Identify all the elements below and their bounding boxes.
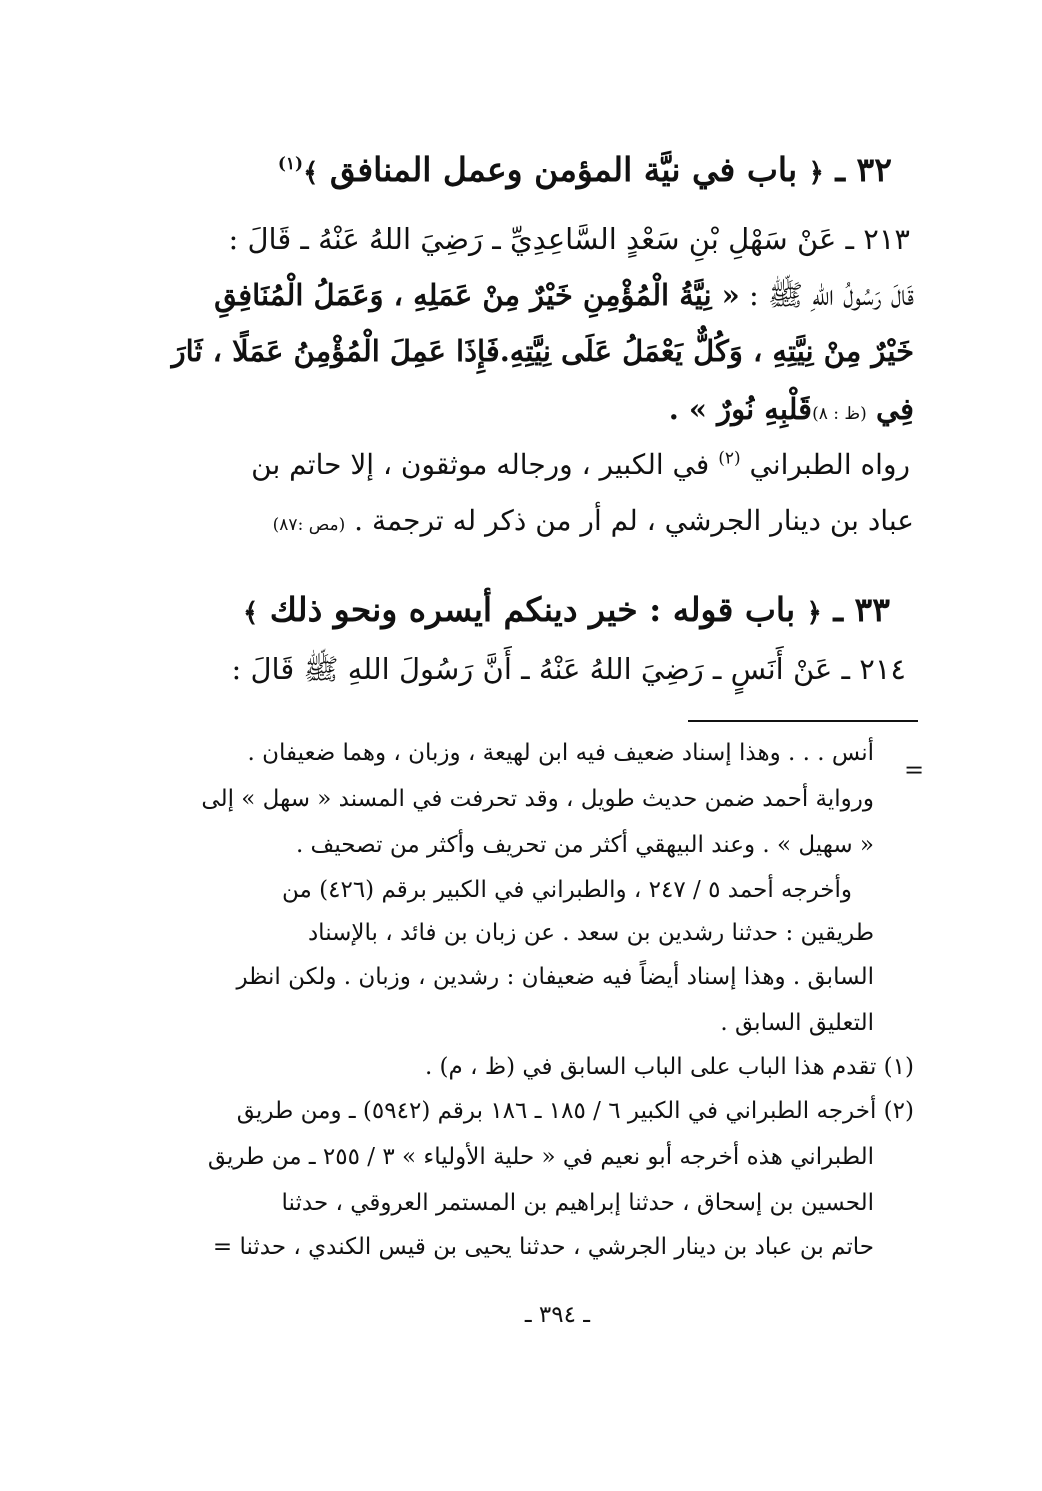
footnote-2-line-1 [237, 1098, 914, 1124]
footnote-cont-line: السابق . وهذا إسناد أيضاً فيه ضعيفان : رشدين ، وزبان . ولكن انظر [236, 964, 874, 990]
hadith-quote: فِي [875, 392, 914, 426]
chapter-number: ٣٢ ـ [835, 150, 892, 189]
page-number: ـ ٣٩٤ ـ [524, 1302, 590, 1328]
footnote-cont-line: أنس . . . وهذا إسناد ضعيف فيه ابن لهيعة ، وزبان ، وهما ضعيفان . [247, 740, 874, 766]
manuscript-tag: (مص :٨٧) [272, 515, 346, 535]
footnote-2-line: حاتم بن عباد بن دينار الجرشي ، حدثنا يحيى بن قيس الكندي ، حدثنا = [212, 1234, 874, 1260]
footnote-text: تقدم هذا الباب على الباب السابق في (ظ ، م) . [424, 1054, 877, 1080]
footnote-cont-line: « سهيل » . وعند البيهقي أكثر من تحريف وأكثر من تصحيف . [295, 832, 874, 858]
narration-line-2 [273, 504, 914, 537]
hadith-quote: قَلْبِهِ نُورٌ » . [668, 392, 813, 426]
chapter-title: باب في نيَّة المؤمن وعمل المنافق [329, 150, 798, 189]
chapter-title: باب قوله : خير دينكم أيسره ونحو ذلك [269, 590, 796, 629]
chapter-32-heading [278, 150, 892, 189]
hadith-quote: « نِيَّةُ الْمُؤْمِنِ خَيْرٌ مِنْ عَمَلِهِ ، وَعَمَلُ الْمُنَافِقِ [214, 278, 740, 312]
narration-text: عباد بن دينار الجرشي ، لم أر من ذكر له ترجمة . [354, 504, 914, 537]
footnote-2-line: الطبراني هذه أخرجه أبو نعيم في « حلية الأولياء » ٣ / ٢٥٥ ـ من طريق [207, 1144, 874, 1170]
hadith-213-line-2 [214, 278, 914, 320]
manuscript-tag: (ظ : ٨) [812, 404, 867, 424]
ornament-close-icon: ﴾ [303, 158, 319, 188]
footnote-number: (١) [883, 1054, 914, 1080]
footnote-cont-line: التعليق السابق . [720, 1010, 874, 1036]
continuation-mark: = [904, 756, 925, 784]
hadith-214-line-1: ٢١٤ ـ عَنْ أَنَسٍ ـ رَضِيَ اللهُ عَنْهُ ـ أَنَّ رَسُولَ اللهِ ﷺ قَالَ : [231, 652, 906, 686]
narration-line-1 [251, 448, 910, 481]
narration-text: رواه الطبراني [749, 448, 910, 481]
footnote-number: (٢) [883, 1098, 914, 1124]
footnote-separator [688, 720, 918, 722]
narration-text: في الكبير ، ورجاله موثقون ، إلا حاتم بن [251, 448, 710, 481]
ornament-open-icon: ﴿ [806, 598, 822, 628]
ornament-open-icon: ﴿ [808, 158, 824, 188]
footnote-1 [425, 1054, 914, 1080]
hadith-213-line-4 [669, 392, 914, 426]
footnote-cont-line: وأخرجه أحمد ٥ / ٢٤٧ ، والطبراني في الكبير برقم (٤٢٦) من [281, 877, 852, 903]
hadith-213-line-1: ٢١٣ ـ عَنْ سَهْلِ بْنِ سَعْدٍ السَّاعِدِيِّ ـ رَضِيَ اللهُ عَنْهُ ـ قَالَ : [228, 222, 910, 256]
footnote-text: أخرجه الطبراني في الكبير ٦ / ١٨٥ ـ ١٨٦ برقم (٥٩٤٢) ـ ومن طريق [236, 1098, 877, 1124]
footnote-ref: (٢) [718, 448, 741, 469]
ornament-close-icon: ﴾ [243, 598, 259, 628]
footnote-ref: (١) [277, 154, 304, 174]
footnote-cont-line: طريقين : حدثنا رشدين بن سعد . عن زبان بن فائد ، بالإسناد [307, 920, 874, 946]
footnote-2-line: الحسين بن إسحاق ، حدثنا إبراهيم بن المستمر العروقي ، حدثنا [281, 1190, 874, 1216]
footnote-cont-line: ورواية أحمد ضمن حديث طويل ، وقد تحرفت في المسند « سهل » إلى [201, 786, 874, 812]
chapter-33-heading [243, 590, 890, 629]
chapter-number: ٣٣ ـ [833, 590, 890, 629]
hadith-213-line-3: خَيْرٌ مِنْ نِيَّتِهِ ، وَكُلٌّ يَعْمَلُ عَلَى نِيَّتِهِ.فَإِذَا عَمِلَ الْمُؤْمِنُ عَمَلًا ، ثَارَ [171, 334, 914, 368]
hadith-text: قَالَ رَسُولُ اللهِ ﷺ : [749, 278, 914, 312]
